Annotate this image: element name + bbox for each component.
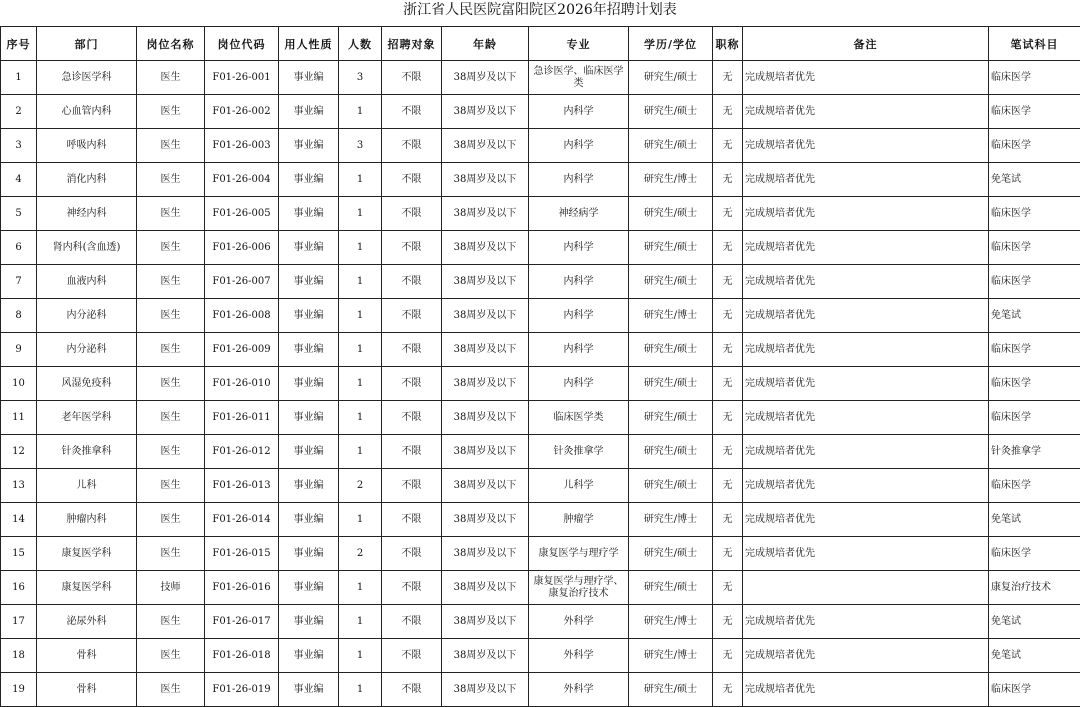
cell-title: 无 [713, 401, 743, 435]
cell-exam-subject: 免笔试 [989, 605, 1080, 639]
cell-age: 38周岁及以下 [442, 333, 529, 367]
cell-headcount: 1 [339, 401, 382, 435]
cell-employment-type: 事业编 [279, 401, 339, 435]
cell-target: 不限 [382, 571, 442, 605]
cell-exam-subject: 临床医学 [989, 673, 1080, 707]
header-cell-position-name: 岗位名称 [137, 27, 205, 61]
cell-index: 11 [1, 401, 37, 435]
cell-remarks: 完成规培者优先 [743, 401, 989, 435]
cell-department: 神经内科 [37, 197, 137, 231]
cell-exam-subject: 免笔试 [989, 299, 1080, 333]
cell-age: 38周岁及以下 [442, 197, 529, 231]
cell-index: 9 [1, 333, 37, 367]
table-row [1, 299, 1080, 333]
cell-title: 无 [713, 333, 743, 367]
cell-education: 研究生/硕士 [629, 61, 713, 95]
cell-exam-subject: 针灸推拿学 [989, 435, 1080, 469]
cell-employment-type: 事业编 [279, 163, 339, 197]
cell-position-code: F01-26-005 [205, 197, 279, 231]
cell-remarks: 完成规培者优先 [743, 367, 989, 401]
cell-headcount: 1 [339, 197, 382, 231]
cell-index: 8 [1, 299, 37, 333]
cell-headcount: 3 [339, 61, 382, 95]
cell-title: 无 [713, 299, 743, 333]
cell-position-code: F01-26-015 [205, 537, 279, 571]
header-cell-department: 部门 [37, 27, 137, 61]
cell-title: 无 [713, 503, 743, 537]
cell-position-name: 医生 [137, 367, 205, 401]
cell-education: 研究生/硕士 [629, 265, 713, 299]
cell-target: 不限 [382, 95, 442, 129]
cell-education: 研究生/博士 [629, 299, 713, 333]
cell-exam-subject: 免笔试 [989, 639, 1080, 673]
cell-employment-type: 事业编 [279, 231, 339, 265]
cell-position-name: 医生 [137, 401, 205, 435]
cell-position-code: F01-26-001 [205, 61, 279, 95]
cell-major: 康复医学与理疗学 [529, 537, 629, 571]
cell-department: 泌尿外科 [37, 605, 137, 639]
cell-headcount: 1 [339, 265, 382, 299]
cell-index: 6 [1, 231, 37, 265]
cell-employment-type: 事业编 [279, 197, 339, 231]
cell-education: 研究生/硕士 [629, 673, 713, 707]
header-cell-education: 学历/学位 [629, 27, 713, 61]
cell-index: 10 [1, 367, 37, 401]
cell-index: 12 [1, 435, 37, 469]
header-cell-exam-subject: 笔试科目 [989, 27, 1080, 61]
cell-department: 老年医学科 [37, 401, 137, 435]
cell-position-name: 技师 [137, 571, 205, 605]
cell-target: 不限 [382, 367, 442, 401]
cell-headcount: 2 [339, 469, 382, 503]
table-row [1, 435, 1080, 469]
cell-position-name: 医生 [137, 163, 205, 197]
cell-target: 不限 [382, 639, 442, 673]
cell-position-code: F01-26-019 [205, 673, 279, 707]
cell-remarks: 完成规培者优先 [743, 129, 989, 163]
table-row [1, 265, 1080, 299]
table-row [1, 673, 1080, 707]
cell-major: 临床医学类 [529, 401, 629, 435]
cell-title: 无 [713, 639, 743, 673]
cell-employment-type: 事业编 [279, 367, 339, 401]
cell-exam-subject: 临床医学 [989, 401, 1080, 435]
cell-employment-type: 事业编 [279, 571, 339, 605]
table-row [1, 537, 1080, 571]
cell-exam-subject: 临床医学 [989, 231, 1080, 265]
cell-title: 无 [713, 231, 743, 265]
header-cell-headcount: 人数 [339, 27, 382, 61]
cell-title: 无 [713, 435, 743, 469]
table-row [1, 401, 1080, 435]
cell-position-code: F01-26-008 [205, 299, 279, 333]
cell-position-name: 医生 [137, 469, 205, 503]
cell-education: 研究生/硕士 [629, 435, 713, 469]
table-row [1, 61, 1080, 95]
cell-title: 无 [713, 673, 743, 707]
cell-index: 15 [1, 537, 37, 571]
cell-position-code: F01-26-017 [205, 605, 279, 639]
cell-position-code: F01-26-014 [205, 503, 279, 537]
cell-age: 38周岁及以下 [442, 571, 529, 605]
cell-employment-type: 事业编 [279, 129, 339, 163]
cell-title: 无 [713, 265, 743, 299]
cell-index: 18 [1, 639, 37, 673]
cell-position-name: 医生 [137, 265, 205, 299]
table-row [1, 95, 1080, 129]
cell-position-code: F01-26-011 [205, 401, 279, 435]
cell-employment-type: 事业编 [279, 673, 339, 707]
cell-target: 不限 [382, 61, 442, 95]
cell-position-code: F01-26-016 [205, 571, 279, 605]
cell-target: 不限 [382, 537, 442, 571]
cell-major: 内科学 [529, 265, 629, 299]
cell-age: 38周岁及以下 [442, 605, 529, 639]
cell-index: 17 [1, 605, 37, 639]
cell-department: 风湿免疫科 [37, 367, 137, 401]
cell-target: 不限 [382, 469, 442, 503]
table-row [1, 639, 1080, 673]
cell-department: 针灸推拿科 [37, 435, 137, 469]
cell-education: 研究生/硕士 [629, 231, 713, 265]
cell-index: 19 [1, 673, 37, 707]
cell-exam-subject: 临床医学 [989, 61, 1080, 95]
cell-department: 儿科 [37, 469, 137, 503]
cell-department: 内分泌科 [37, 299, 137, 333]
cell-position-name: 医生 [137, 197, 205, 231]
page-title: 浙江省人民医院富阳院区2026年招聘计划表 [0, 0, 1080, 22]
cell-position-name: 医生 [137, 537, 205, 571]
cell-exam-subject: 临床医学 [989, 537, 1080, 571]
cell-headcount: 1 [339, 503, 382, 537]
cell-employment-type: 事业编 [279, 605, 339, 639]
table-row [1, 163, 1080, 197]
table-row [1, 197, 1080, 231]
header-cell-index: 序号 [1, 27, 37, 61]
cell-position-code: F01-26-012 [205, 435, 279, 469]
cell-target: 不限 [382, 605, 442, 639]
cell-target: 不限 [382, 401, 442, 435]
header-row [1, 27, 1080, 61]
cell-major: 内科学 [529, 163, 629, 197]
cell-title: 无 [713, 129, 743, 163]
cell-target: 不限 [382, 265, 442, 299]
cell-index: 4 [1, 163, 37, 197]
cell-employment-type: 事业编 [279, 639, 339, 673]
table-row [1, 231, 1080, 265]
cell-exam-subject: 临床医学 [989, 367, 1080, 401]
cell-headcount: 1 [339, 571, 382, 605]
cell-headcount: 1 [339, 299, 382, 333]
cell-education: 研究生/硕士 [629, 95, 713, 129]
cell-employment-type: 事业编 [279, 299, 339, 333]
cell-department: 肾内科(含血透) [37, 231, 137, 265]
cell-age: 38周岁及以下 [442, 367, 529, 401]
cell-index: 7 [1, 265, 37, 299]
cell-target: 不限 [382, 129, 442, 163]
cell-title: 无 [713, 367, 743, 401]
cell-age: 38周岁及以下 [442, 95, 529, 129]
header-cell-major: 专业 [529, 27, 629, 61]
cell-major: 外科学 [529, 673, 629, 707]
cell-remarks: 完成规培者优先 [743, 673, 989, 707]
cell-department: 康复医学科 [37, 571, 137, 605]
header-cell-age: 年龄 [442, 27, 529, 61]
cell-remarks: 完成规培者优先 [743, 333, 989, 367]
cell-index: 16 [1, 571, 37, 605]
cell-education: 研究生/博士 [629, 605, 713, 639]
cell-headcount: 1 [339, 163, 382, 197]
cell-major: 儿科学 [529, 469, 629, 503]
table-row [1, 129, 1080, 163]
cell-major: 外科学 [529, 605, 629, 639]
cell-remarks: 完成规培者优先 [743, 61, 989, 95]
cell-education: 研究生/博士 [629, 503, 713, 537]
cell-major: 内科学 [529, 95, 629, 129]
cell-department: 血液内科 [37, 265, 137, 299]
cell-position-name: 医生 [137, 95, 205, 129]
cell-position-name: 医生 [137, 503, 205, 537]
cell-major: 内科学 [529, 367, 629, 401]
cell-age: 38周岁及以下 [442, 163, 529, 197]
cell-index: 2 [1, 95, 37, 129]
cell-employment-type: 事业编 [279, 503, 339, 537]
table-row [1, 605, 1080, 639]
cell-title: 无 [713, 95, 743, 129]
cell-position-code: F01-26-013 [205, 469, 279, 503]
cell-index: 13 [1, 469, 37, 503]
table-row [1, 367, 1080, 401]
cell-age: 38周岁及以下 [442, 129, 529, 163]
cell-position-code: F01-26-004 [205, 163, 279, 197]
cell-education: 研究生/博士 [629, 639, 713, 673]
cell-title: 无 [713, 605, 743, 639]
cell-exam-subject: 临床医学 [989, 95, 1080, 129]
cell-employment-type: 事业编 [279, 265, 339, 299]
cell-exam-subject: 临床医学 [989, 469, 1080, 503]
header-cell-employment-type: 用人性质 [279, 27, 339, 61]
cell-employment-type: 事业编 [279, 537, 339, 571]
cell-headcount: 1 [339, 673, 382, 707]
cell-remarks: 完成规培者优先 [743, 469, 989, 503]
cell-education: 研究生/硕士 [629, 129, 713, 163]
cell-headcount: 3 [339, 129, 382, 163]
cell-position-code: F01-26-007 [205, 265, 279, 299]
cell-position-name: 医生 [137, 605, 205, 639]
cell-employment-type: 事业编 [279, 333, 339, 367]
header-cell-target: 招聘对象 [382, 27, 442, 61]
cell-position-code: F01-26-010 [205, 367, 279, 401]
cell-education: 研究生/硕士 [629, 571, 713, 605]
cell-position-name: 医生 [137, 299, 205, 333]
cell-major: 神经病学 [529, 197, 629, 231]
cell-major: 急诊医学、临床医学类 [529, 61, 629, 95]
cell-title: 无 [713, 537, 743, 571]
cell-education: 研究生/博士 [629, 163, 713, 197]
cell-major: 内科学 [529, 129, 629, 163]
cell-department: 康复医学科 [37, 537, 137, 571]
cell-remarks: 完成规培者优先 [743, 537, 989, 571]
cell-age: 38周岁及以下 [442, 435, 529, 469]
cell-age: 38周岁及以下 [442, 265, 529, 299]
cell-department: 消化内科 [37, 163, 137, 197]
recruitment-table [0, 26, 1080, 707]
cell-exam-subject: 临床医学 [989, 333, 1080, 367]
table-body [1, 61, 1080, 707]
cell-remarks: 完成规培者优先 [743, 639, 989, 673]
cell-major: 内科学 [529, 333, 629, 367]
cell-education: 研究生/硕士 [629, 537, 713, 571]
cell-remarks [743, 571, 989, 605]
cell-index: 14 [1, 503, 37, 537]
cell-age: 38周岁及以下 [442, 231, 529, 265]
cell-age: 38周岁及以下 [442, 503, 529, 537]
cell-position-name: 医生 [137, 673, 205, 707]
cell-age: 38周岁及以下 [442, 537, 529, 571]
cell-major: 内科学 [529, 299, 629, 333]
cell-position-name: 医生 [137, 61, 205, 95]
cell-major: 针灸推拿学 [529, 435, 629, 469]
cell-employment-type: 事业编 [279, 61, 339, 95]
cell-education: 研究生/硕士 [629, 469, 713, 503]
cell-headcount: 1 [339, 639, 382, 673]
cell-remarks: 完成规培者优先 [743, 435, 989, 469]
cell-target: 不限 [382, 231, 442, 265]
cell-headcount: 1 [339, 333, 382, 367]
cell-exam-subject: 临床医学 [989, 197, 1080, 231]
cell-headcount: 1 [339, 231, 382, 265]
cell-age: 38周岁及以下 [442, 61, 529, 95]
cell-target: 不限 [382, 333, 442, 367]
cell-title: 无 [713, 469, 743, 503]
cell-exam-subject: 免笔试 [989, 503, 1080, 537]
cell-target: 不限 [382, 163, 442, 197]
cell-education: 研究生/硕士 [629, 197, 713, 231]
cell-department: 内分泌科 [37, 333, 137, 367]
cell-major: 外科学 [529, 639, 629, 673]
table-row [1, 333, 1080, 367]
cell-remarks: 完成规培者优先 [743, 197, 989, 231]
cell-remarks: 完成规培者优先 [743, 231, 989, 265]
table-row [1, 469, 1080, 503]
cell-position-name: 医生 [137, 231, 205, 265]
cell-headcount: 2 [339, 537, 382, 571]
table-row [1, 503, 1080, 537]
cell-employment-type: 事业编 [279, 95, 339, 129]
cell-title: 无 [713, 197, 743, 231]
cell-department: 呼吸内科 [37, 129, 137, 163]
cell-major: 肿瘤学 [529, 503, 629, 537]
cell-employment-type: 事业编 [279, 435, 339, 469]
header-cell-position-code: 岗位代码 [205, 27, 279, 61]
cell-position-name: 医生 [137, 129, 205, 163]
cell-target: 不限 [382, 299, 442, 333]
cell-index: 3 [1, 129, 37, 163]
cell-position-code: F01-26-006 [205, 231, 279, 265]
cell-remarks: 完成规培者优先 [743, 605, 989, 639]
cell-title: 无 [713, 571, 743, 605]
cell-department: 急诊医学科 [37, 61, 137, 95]
cell-age: 38周岁及以下 [442, 469, 529, 503]
cell-target: 不限 [382, 503, 442, 537]
cell-title: 无 [713, 163, 743, 197]
cell-position-code: F01-26-018 [205, 639, 279, 673]
header-cell-title: 职称 [713, 27, 743, 61]
cell-position-code: F01-26-003 [205, 129, 279, 163]
cell-index: 5 [1, 197, 37, 231]
cell-age: 38周岁及以下 [442, 299, 529, 333]
cell-position-code: F01-26-009 [205, 333, 279, 367]
cell-age: 38周岁及以下 [442, 401, 529, 435]
cell-remarks: 完成规培者优先 [743, 163, 989, 197]
cell-index: 1 [1, 61, 37, 95]
cell-department: 骨科 [37, 639, 137, 673]
cell-education: 研究生/硕士 [629, 333, 713, 367]
cell-position-name: 医生 [137, 639, 205, 673]
cell-headcount: 1 [339, 435, 382, 469]
cell-remarks: 完成规培者优先 [743, 95, 989, 129]
cell-major: 内科学 [529, 231, 629, 265]
cell-age: 38周岁及以下 [442, 673, 529, 707]
cell-headcount: 1 [339, 605, 382, 639]
cell-department: 心血管内科 [37, 95, 137, 129]
cell-target: 不限 [382, 435, 442, 469]
cell-exam-subject: 免笔试 [989, 163, 1080, 197]
cell-department: 骨科 [37, 673, 137, 707]
cell-exam-subject: 临床医学 [989, 265, 1080, 299]
cell-headcount: 1 [339, 367, 382, 401]
cell-department: 肿瘤内科 [37, 503, 137, 537]
cell-employment-type: 事业编 [279, 469, 339, 503]
cell-remarks: 完成规培者优先 [743, 265, 989, 299]
cell-age: 38周岁及以下 [442, 639, 529, 673]
cell-position-name: 医生 [137, 435, 205, 469]
cell-target: 不限 [382, 673, 442, 707]
cell-target: 不限 [382, 197, 442, 231]
cell-major: 康复医学与理疗学、康复治疗技术 [529, 571, 629, 605]
cell-remarks: 完成规培者优先 [743, 299, 989, 333]
cell-headcount: 1 [339, 95, 382, 129]
cell-education: 研究生/硕士 [629, 401, 713, 435]
cell-exam-subject: 临床医学 [989, 129, 1080, 163]
cell-position-name: 医生 [137, 333, 205, 367]
cell-exam-subject: 康复治疗技术 [989, 571, 1080, 605]
cell-title: 无 [713, 61, 743, 95]
cell-remarks: 完成规培者优先 [743, 503, 989, 537]
table-row [1, 571, 1080, 605]
cell-education: 研究生/硕士 [629, 367, 713, 401]
cell-position-code: F01-26-002 [205, 95, 279, 129]
header-cell-remarks: 备注 [743, 27, 989, 61]
